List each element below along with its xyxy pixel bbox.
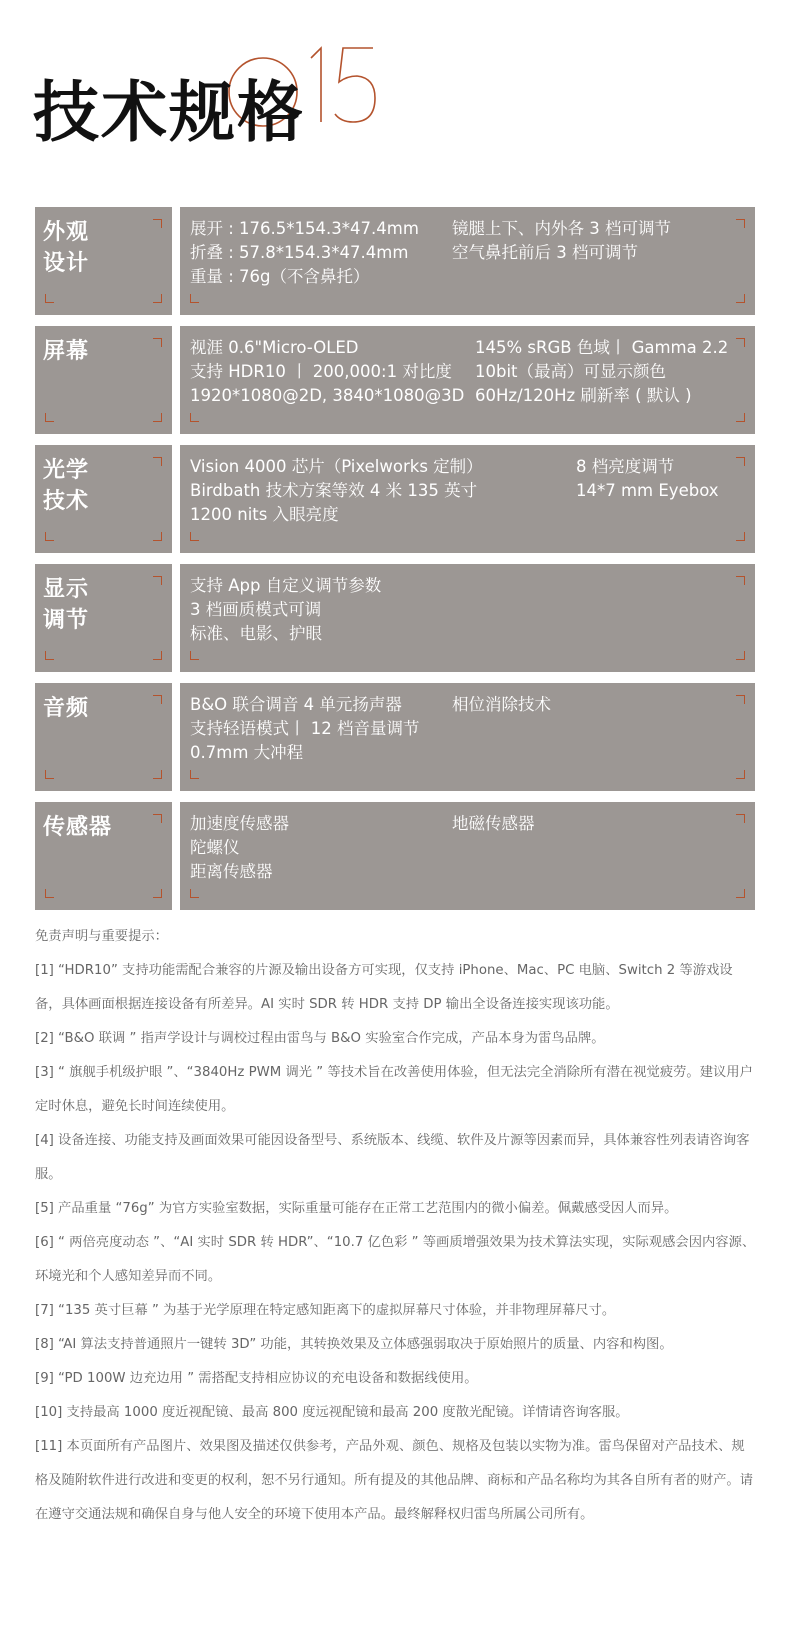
spec-detail-line: 加速度传感器	[190, 814, 289, 833]
corner-bracket-icon	[153, 889, 162, 898]
corner-bracket-icon	[190, 770, 199, 779]
disclaimer-item: [6] “ 两倍亮度动态 ”、“AI 实时 SDR 转 HDR”、“10.7 亿色彩 ” 等画质增强效果为技术算法实现，实际观感会因内容源、环境光和个人感知差异而不同。	[35, 1235, 756, 1284]
disclaimer-item: [7] “135 英寸巨幕 ” 为基于光学原理在特定感知距离下的虚拟屏幕尺寸体验，并非物理屏幕尺寸。	[35, 1303, 616, 1318]
disclaimer-item: [10] 支持最高 1000 度近视配镜、最高 800 度远视配镜和最高 200 度散光配镜。详情请咨询客服。	[35, 1405, 629, 1420]
spec-detail-column	[190, 812, 289, 884]
corner-bracket-icon	[190, 532, 199, 541]
spec-detail-line: 地磁传感器	[452, 814, 535, 833]
corner-bracket-icon	[736, 532, 745, 541]
corner-bracket-icon	[153, 532, 162, 541]
spec-detail-line: 折叠 : 57.8*154.3*47.4mm	[190, 243, 409, 262]
spec-detail-column	[190, 455, 483, 527]
spec-category-label: 显示 调节	[43, 577, 90, 633]
spec-detail-line: 标准、电影、护眼	[190, 624, 322, 643]
spec-detail-line: 陀螺仪	[190, 838, 240, 857]
disclaimer-heading: 免责声明与重要提示：	[35, 929, 168, 944]
spec-row-display-adjust	[35, 564, 755, 672]
spec-detail-column	[190, 336, 464, 408]
spec-detail-column	[475, 336, 728, 408]
spec-detail-line: 镜腿上下、内外各 3 档可调节	[452, 219, 671, 238]
corner-bracket-icon	[736, 814, 745, 823]
spec-category-label: 传感器	[43, 815, 113, 840]
spec-detail-cell	[180, 326, 755, 434]
spec-detail-line: 0.7mm 大冲程	[190, 743, 304, 762]
spec-detail-line: 支持轻语模式丨 12 档音量调节	[190, 719, 420, 738]
spec-category-cell	[35, 207, 172, 315]
spec-detail-line: 14*7 mm Eyebox	[576, 481, 719, 500]
corner-bracket-icon	[153, 814, 162, 823]
spec-detail-line: 10bit（最高）可显示颜色	[475, 362, 667, 381]
corner-bracket-icon	[153, 576, 162, 585]
spec-detail-line: 60Hz/120Hz 刷新率 ( 默认 )	[475, 386, 692, 405]
corner-bracket-icon	[45, 413, 54, 422]
disclaimer-item: [5] 产品重量 “76g” 为官方实验室数据，实际重量可能存在正常工艺范围内的微小偏差。佩戴感受因人而异。	[35, 1201, 678, 1216]
corner-bracket-icon	[736, 651, 745, 660]
spec-category-cell	[35, 445, 172, 553]
corner-bracket-icon	[190, 413, 199, 422]
spec-detail-column	[452, 217, 671, 265]
spec-row-optics	[35, 445, 755, 553]
disclaimer-item: [11] 本页面所有产品图片、效果图及描述仅供参考，产品外观、颜色、规格及包装以实物为准。雷鸟保留对产品技术、规格及随附软件进行改进和变更的权利，恕不另行通知。所有提及的其他品牌、商标和产品名称均为其各自所有者的财产。请在遵守交通法规和确保自身与他人安全的环境下使用本产品。最终解释权归雷鸟所属公司所有。	[35, 1439, 754, 1522]
corner-bracket-icon	[45, 770, 54, 779]
corner-bracket-icon	[190, 889, 199, 898]
spec-detail-line: Vision 4000 芯片（Pixelworks 定制）	[190, 457, 483, 476]
spec-category-cell	[35, 802, 172, 910]
spec-row-sensors	[35, 802, 755, 910]
spec-detail-line: B&O 联合调音 4 单元扬声器	[190, 695, 402, 714]
corner-bracket-icon	[153, 219, 162, 228]
spec-detail-column	[190, 217, 419, 289]
spec-table	[35, 207, 755, 921]
spec-detail-line: 支持 HDR10 丨 200,000:1 对比度	[190, 362, 452, 381]
disclaimer-section	[35, 920, 757, 1532]
corner-bracket-icon	[153, 457, 162, 466]
spec-category-label: 外观 设计	[43, 220, 90, 276]
corner-bracket-icon	[153, 770, 162, 779]
corner-bracket-icon	[736, 294, 745, 303]
spec-detail-cell	[180, 564, 755, 672]
corner-bracket-icon	[736, 889, 745, 898]
corner-bracket-icon	[736, 576, 745, 585]
spec-category-cell	[35, 683, 172, 791]
spec-row-screen	[35, 326, 755, 434]
corner-bracket-icon	[45, 294, 54, 303]
spec-category-cell	[35, 564, 172, 672]
corner-bracket-icon	[736, 413, 745, 422]
spec-category-cell	[35, 326, 172, 434]
disclaimer-item: [1] “HDR10” 支持功能需配合兼容的片源及输出设备方可实现，仅支持 iPhone、Mac、PC 电脑、Switch 2 等游戏设备，具体画面根据连接设备有所差异。AI 实时 SDR 转 HDR 支持 DP 输出全设备连接实现该功能。	[35, 963, 733, 1012]
disclaimer-item: [8] “AI 算法支持普通照片一键转 3D” 功能，其转换效果及立体感强弱取决于原始照片的质量、内容和构图。	[35, 1337, 673, 1352]
disclaimer-item: [4] 设备连接、功能支持及画面效果可能因设备型号、系统版本、线缆、软件及片源等因素而异，具体兼容性列表请咨询客服。	[35, 1133, 750, 1182]
spec-detail-column	[576, 455, 719, 503]
corner-bracket-icon	[45, 532, 54, 541]
corner-bracket-icon	[736, 219, 745, 228]
corner-bracket-icon	[153, 651, 162, 660]
spec-detail-line: 1200 nits 入眼亮度	[190, 505, 339, 524]
spec-detail-column	[190, 574, 381, 646]
spec-detail-line: 1920*1080@2D, 3840*1080@3D	[190, 386, 465, 405]
corner-bracket-icon	[45, 651, 54, 660]
spec-detail-line: 8 档亮度调节	[576, 457, 675, 476]
disclaimer-item: [9] “PD 100W 边充边用 ” 需搭配支持相应协议的充电设备和数据线使用。	[35, 1371, 478, 1386]
spec-detail-line: 空气鼻托前后 3 档可调节	[452, 243, 638, 262]
spec-detail-line: 145% sRGB 色域丨 Gamma 2.2	[475, 338, 729, 357]
corner-bracket-icon	[190, 294, 199, 303]
spec-detail-cell	[180, 802, 755, 910]
spec-row-appearance	[35, 207, 755, 315]
corner-bracket-icon	[153, 338, 162, 347]
disclaimer-item: [3] “ 旗舰手机级护眼 ”、“3840Hz PWM 调光 ” 等技术旨在改善使用体验，但无法完全消除所有潜在视觉疲劳。建议用户定时休息，避免长时间连续使用。	[35, 1065, 753, 1114]
spec-detail-line: 3 档画质模式可调	[190, 600, 322, 619]
disclaimer-item: [2] “B&O 联调 ” 指声学设计与调校过程由雷鸟与 B&O 实验室合作完成，产品本身为雷鸟品牌。	[35, 1031, 605, 1046]
corner-bracket-icon	[153, 695, 162, 704]
spec-detail-column	[452, 812, 535, 836]
corner-bracket-icon	[45, 889, 54, 898]
corner-bracket-icon	[153, 413, 162, 422]
spec-detail-column	[452, 693, 551, 717]
corner-bracket-icon	[153, 294, 162, 303]
spec-detail-line: 展开 : 176.5*154.3*47.4mm	[190, 219, 419, 238]
corner-bracket-icon	[736, 695, 745, 704]
spec-detail-line: 相位消除技术	[452, 695, 551, 714]
spec-category-label: 屏幕	[43, 339, 90, 364]
spec-row-audio	[35, 683, 755, 791]
spec-detail-line: 支持 App 自定义调节参数	[190, 576, 382, 595]
corner-bracket-icon	[736, 770, 745, 779]
spec-detail-line: 视涯 0.6"Micro-OLED	[190, 338, 359, 357]
spec-category-label: 音频	[43, 696, 90, 721]
corner-bracket-icon	[190, 651, 199, 660]
spec-detail-cell	[180, 207, 755, 315]
spec-detail-cell	[180, 683, 755, 791]
corner-bracket-icon	[736, 457, 745, 466]
spec-category-label: 光学 技术	[43, 458, 90, 514]
spec-detail-line: 距离传感器	[190, 862, 273, 881]
spec-detail-column	[190, 693, 420, 765]
spec-detail-cell	[180, 445, 755, 553]
page-header	[0, 0, 790, 200]
spec-detail-line: Birdbath 技术方案等效 4 米 135 英寸	[190, 481, 478, 500]
page-title: 技术规格	[33, 74, 305, 151]
spec-detail-line: 重量 : 76g（不含鼻托）	[190, 267, 370, 286]
corner-bracket-icon	[736, 338, 745, 347]
